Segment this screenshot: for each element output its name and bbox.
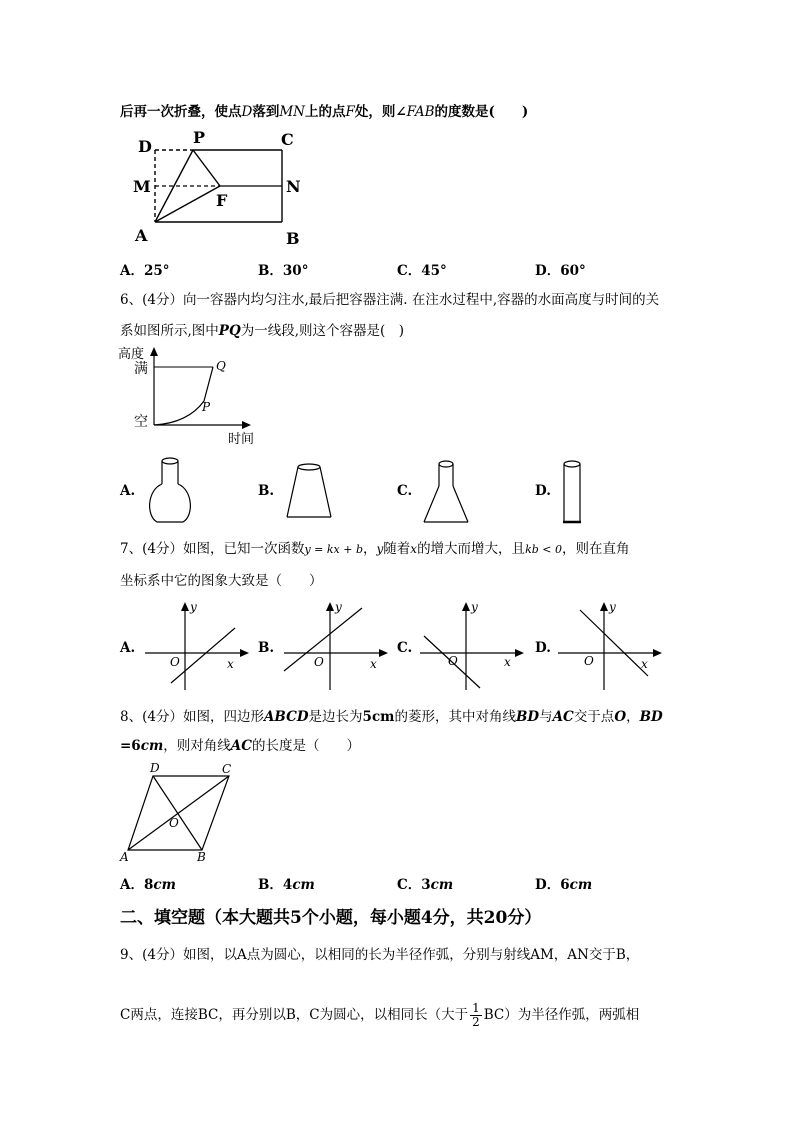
label-B: B: [286, 229, 300, 248]
svg-text:B: B: [197, 850, 206, 864]
q6-option-d[interactable]: D.: [535, 483, 551, 499]
svg-text:x: x: [370, 657, 377, 671]
q8-option-c[interactable]: C．3cm: [397, 877, 454, 893]
diagonal-BD: [153, 776, 202, 850]
svg-text:O: O: [448, 654, 458, 668]
y-axis-arrow: [150, 347, 158, 356]
svg-text:C: C: [222, 762, 232, 776]
q6-stem-line2: 系如图所示,图中PQ为一线段,则这个容器是( ): [120, 323, 405, 339]
q8-stem-line2: =6cm，则对角线AC的长度是（ ）: [120, 738, 360, 754]
label-F: F: [216, 191, 228, 210]
q7-stem-line2: 坐标系中它的图象大致是（ ）: [120, 573, 323, 589]
q5-stem: 后再一次折叠，使点D落到MN上的点F处，则∠FAB的度数是( ): [120, 104, 529, 120]
svg-text:y: y: [335, 600, 342, 614]
q7-option-a[interactable]: A.: [120, 640, 136, 656]
label-N: N: [286, 177, 301, 196]
label-height: 高度: [118, 347, 145, 362]
svg-text:O: O: [169, 816, 179, 830]
q5-option-a[interactable]: A．25°: [120, 263, 170, 279]
q7-graph-d: [556, 598, 666, 698]
label-Q: Q: [216, 359, 226, 373]
svg-text:D: D: [150, 761, 160, 775]
q7-option-d[interactable]: D.: [535, 640, 551, 656]
q8-option-b[interactable]: B．4cm: [258, 877, 315, 893]
q7-option-c[interactable]: C.: [397, 640, 413, 656]
label-P: P: [202, 400, 211, 414]
q6-height-time-graph: [118, 345, 263, 447]
svg-text:x: x: [641, 657, 648, 671]
svg-text:y: y: [190, 600, 197, 614]
q6-flask-a: [145, 456, 195, 526]
q6-stem-line1: 6、(4分）向一容器内均匀注水,最后把容器注满. 在注水过程中,容器的水面高度与时间的关: [120, 292, 660, 308]
q5-option-c[interactable]: C．45°: [397, 263, 447, 279]
q7-graph-b: [282, 598, 392, 698]
label-empty: 空: [134, 414, 148, 430]
diagonal-AC: [128, 776, 229, 850]
q6-flask-c: [421, 460, 471, 525]
x-axis-arrow: [242, 421, 251, 429]
svg-text:y: y: [471, 600, 478, 614]
svg-text:x: x: [227, 657, 234, 671]
label-C: C: [281, 130, 294, 149]
svg-text:O: O: [314, 655, 324, 669]
q7-graph-c: [418, 598, 528, 698]
label-M: M: [133, 177, 151, 196]
svg-text:A: A: [120, 850, 129, 864]
graph-line: [171, 628, 235, 683]
q8-option-d[interactable]: D．6cm: [535, 877, 593, 893]
q9-stem-line1: 9、(4分）如图，以A点为圆心，以相同的长为半径作弧，分别与射线AM，AN交于B，: [120, 947, 640, 963]
q7-graph-a: [143, 598, 253, 698]
q5-rectangle-fold-figure: [125, 125, 315, 250]
svg-text:y: y: [609, 600, 616, 614]
q8-option-a[interactable]: A．8cm: [120, 877, 176, 893]
q6-option-b[interactable]: B.: [258, 483, 275, 499]
q7-stem-line1: 7、(4分）如图，已知一次函数y = kx + b，y随着x的增大而增大，且kb < 0，则在直角: [120, 541, 630, 557]
q8-stem-line1: 8、(4分）如图，四边形ABCD是边长为5cm的菱形，其中对角线BD与AC交于点O，BD: [120, 709, 663, 725]
label-time: 时间: [228, 432, 255, 447]
q6-cylinder-d: [560, 460, 586, 526]
svg-text:O: O: [584, 654, 594, 668]
q7-option-b[interactable]: B.: [258, 640, 275, 656]
label-P: P: [193, 128, 206, 147]
label-full: 满: [134, 361, 148, 377]
section-2-heading: 二、填空题（本大题共5个小题，每小题4分，共20分）: [120, 908, 542, 928]
svg-text:O: O: [170, 655, 180, 669]
q5-option-b[interactable]: B．30°: [258, 263, 309, 279]
q5-option-d[interactable]: D．60°: [535, 263, 586, 279]
q8-rhombus-figure: [118, 760, 243, 865]
svg-text:x: x: [504, 655, 511, 669]
label-D: D: [138, 137, 152, 156]
q6-option-c[interactable]: C.: [397, 483, 413, 499]
q6-option-a[interactable]: A.: [120, 483, 136, 499]
label-A: A: [135, 226, 148, 245]
fraction-half: $\frac{1}{2}$: [472, 1001, 480, 1029]
q9-stem-line2: C两点，连接BC，再分别以B，C为圆心，以相同长（大于 $\frac{1}{2}$ BC）为半径作弧，两弧相: [120, 1001, 640, 1029]
segment-PF: [193, 150, 220, 186]
q6-cone-b: [284, 463, 334, 521]
water-curve: [154, 367, 213, 425]
